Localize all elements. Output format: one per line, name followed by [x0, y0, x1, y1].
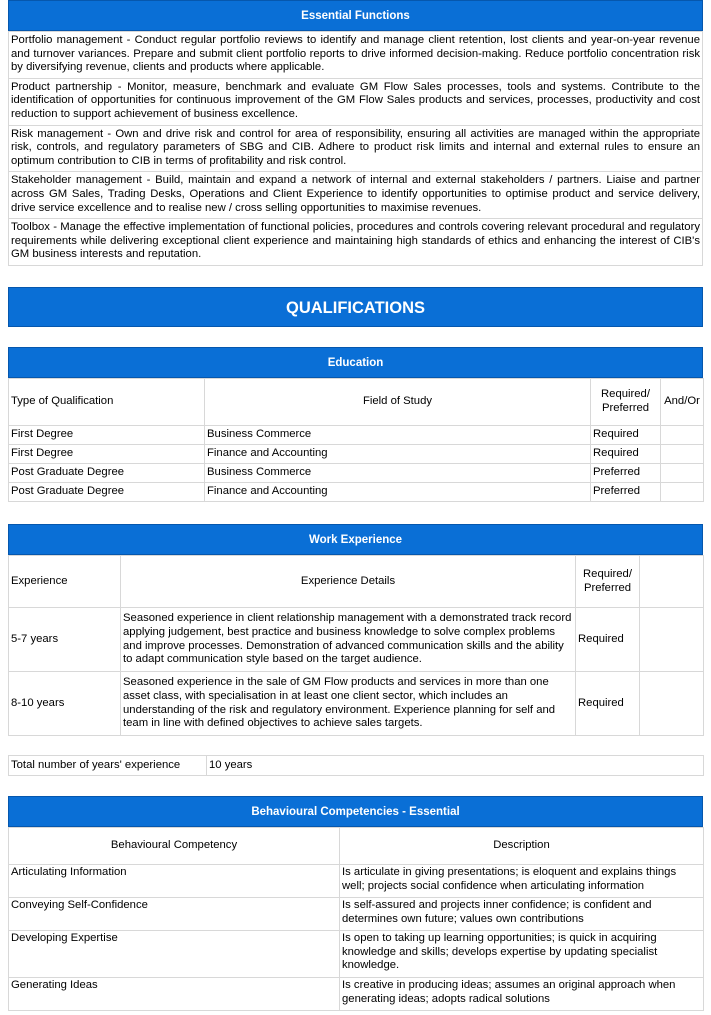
table-header-row	[9, 379, 704, 426]
column-header: Field of Study	[205, 379, 591, 426]
empty-cell	[640, 608, 704, 672]
qualification-type: Post Graduate Degree	[9, 483, 205, 502]
function-item: Portfolio management - Conduct regular portfolio reviews to identify and manage client retention, lost clients and year-on-year revenue and turnover variances. Prepare and submit client portfolio reports to drive informed decision-making. Reduce portfolio concentration risk by diversifying revenue, clients and products where applicable.	[9, 32, 703, 79]
competency-description: Is open to taking up learning opportunities; is quick in acquiring knowledge and skills; develops expertise by updating specialist knowledge.	[340, 931, 704, 978]
table-row	[9, 931, 704, 978]
behavioural-table	[8, 827, 704, 1011]
required-preferred: Preferred	[591, 483, 661, 502]
total-experience-section	[8, 755, 703, 776]
table-row	[9, 608, 704, 672]
essential-functions-title: Essential Functions	[8, 0, 703, 31]
education-section	[8, 347, 703, 502]
function-item: Risk management - Own and drive risk and control for area of responsibility, ensuring all activities are managed within the appropriate risk, controls, and regulatory parameters of SBG and CIB. Adhere to product risk limits and internal and external rules to ensure an optimum contribution to CIB in terms of profitability and risk control.	[9, 125, 703, 172]
required-preferred: Preferred	[591, 464, 661, 483]
table-row	[9, 426, 704, 445]
work-experience-title: Work Experience	[8, 524, 703, 555]
table-row	[9, 978, 704, 1011]
table-row	[9, 865, 704, 898]
function-item: Toolbox - Manage the effective implementation of functional policies, procedures and controls covering relevant procedural and regulatory requirements while delivering exceptional client experience and maintaining high standards of ethics and enhancing the interest of CIB's GM business interests and reputation.	[9, 219, 703, 266]
required-preferred: Required	[576, 608, 640, 672]
essential-functions-section	[8, 0, 703, 266]
table-row	[9, 756, 704, 776]
experience-details: Seasoned experience in the sale of GM Flow products and services in more than one asset class, with specialisation in at least one client sector, which includes an understanding of the risk and regulatory environment. Experience planning for self and team in line with defined objectives to achieve sales targets.	[121, 672, 576, 736]
table-row	[9, 78, 703, 125]
competency-name: Conveying Self-Confidence	[9, 898, 340, 931]
required-preferred: Required	[576, 672, 640, 736]
competency-description: Is creative in producing ideas; assumes an original approach when generating ideas; adopts radical solutions	[340, 978, 704, 1011]
table-row	[9, 483, 704, 502]
qualification-type: First Degree	[9, 445, 205, 464]
field-of-study: Finance and Accounting	[205, 445, 591, 464]
education-title: Education	[8, 347, 703, 378]
behavioural-title: Behavioural Competencies - Essential	[8, 796, 703, 827]
table-row	[9, 445, 704, 464]
field-of-study: Finance and Accounting	[205, 483, 591, 502]
total-experience-table	[8, 755, 704, 776]
qualification-type: First Degree	[9, 426, 205, 445]
table-header-row	[9, 556, 704, 608]
column-header: Required/ Preferred	[591, 379, 661, 426]
and-or	[661, 483, 704, 502]
column-header: Type of Qualification	[9, 379, 205, 426]
education-table	[8, 378, 704, 502]
required-preferred: Required	[591, 445, 661, 464]
qualification-type: Post Graduate Degree	[9, 464, 205, 483]
competency-description: Is self-assured and projects inner confidence; is confident and determines own future; values own contributions	[340, 898, 704, 931]
table-row	[9, 898, 704, 931]
experience-years: 5-7 years	[9, 608, 121, 672]
function-item: Product partnership - Monitor, measure, benchmark and evaluate GM Flow Sales processes, tools and systems. Contribute to the identification of opportunities for continuous improvement of the GM Flow Sales products and services, processes, productivity and cost reduction to support achievement of business excellence.	[9, 78, 703, 125]
table-row	[9, 172, 703, 219]
total-experience-value: 10 years	[207, 756, 704, 776]
competency-description: Is articulate in giving presentations; is eloquent and explains things well; projects social confidence when articulating information	[340, 865, 704, 898]
table-row	[9, 464, 704, 483]
competency-name: Developing Expertise	[9, 931, 340, 978]
total-experience-label: Total number of years' experience	[9, 756, 207, 776]
qualifications-section	[8, 287, 703, 327]
column-header: Behavioural Competency	[9, 828, 340, 865]
work-experience-table	[8, 555, 704, 736]
field-of-study: Business Commerce	[205, 426, 591, 445]
column-header: Description	[340, 828, 704, 865]
empty-cell	[640, 556, 704, 608]
table-row	[9, 219, 703, 266]
column-header: Required/ Preferred	[576, 556, 640, 608]
required-preferred: Required	[591, 426, 661, 445]
table-row	[9, 672, 704, 736]
column-header: Experience Details	[121, 556, 576, 608]
competency-name: Articulating Information	[9, 865, 340, 898]
and-or	[661, 426, 704, 445]
column-header: And/Or	[661, 379, 704, 426]
qualifications-title: QUALIFICATIONS	[8, 287, 703, 327]
table-row	[9, 32, 703, 79]
function-item: Stakeholder management - Build, maintain and expand a network of internal and external stakeholders / partners. Liaise and partner across GM Sales, Trading Desks, Operations and Client Experience to identify opportunities to optimise product and service delivery, drive service excellence and to realise new / cross selling opportunities to maximise revenues.	[9, 172, 703, 219]
table-row	[9, 125, 703, 172]
behavioural-section	[8, 796, 703, 1011]
column-header: Experience	[9, 556, 121, 608]
table-header-row	[9, 828, 704, 865]
field-of-study: Business Commerce	[205, 464, 591, 483]
empty-cell	[640, 672, 704, 736]
and-or	[661, 464, 704, 483]
experience-details: Seasoned experience in client relationship management with a demonstrated track record applying judgement, best practice and business knowledge to solve complex problems and improve processes. Demonstration of advanced communication skills and the ability to adapt communication style based on the target audience.	[121, 608, 576, 672]
work-experience-section	[8, 524, 703, 736]
experience-years: 8-10 years	[9, 672, 121, 736]
and-or	[661, 445, 704, 464]
essential-functions-table	[8, 31, 703, 266]
competency-name: Generating Ideas	[9, 978, 340, 1011]
